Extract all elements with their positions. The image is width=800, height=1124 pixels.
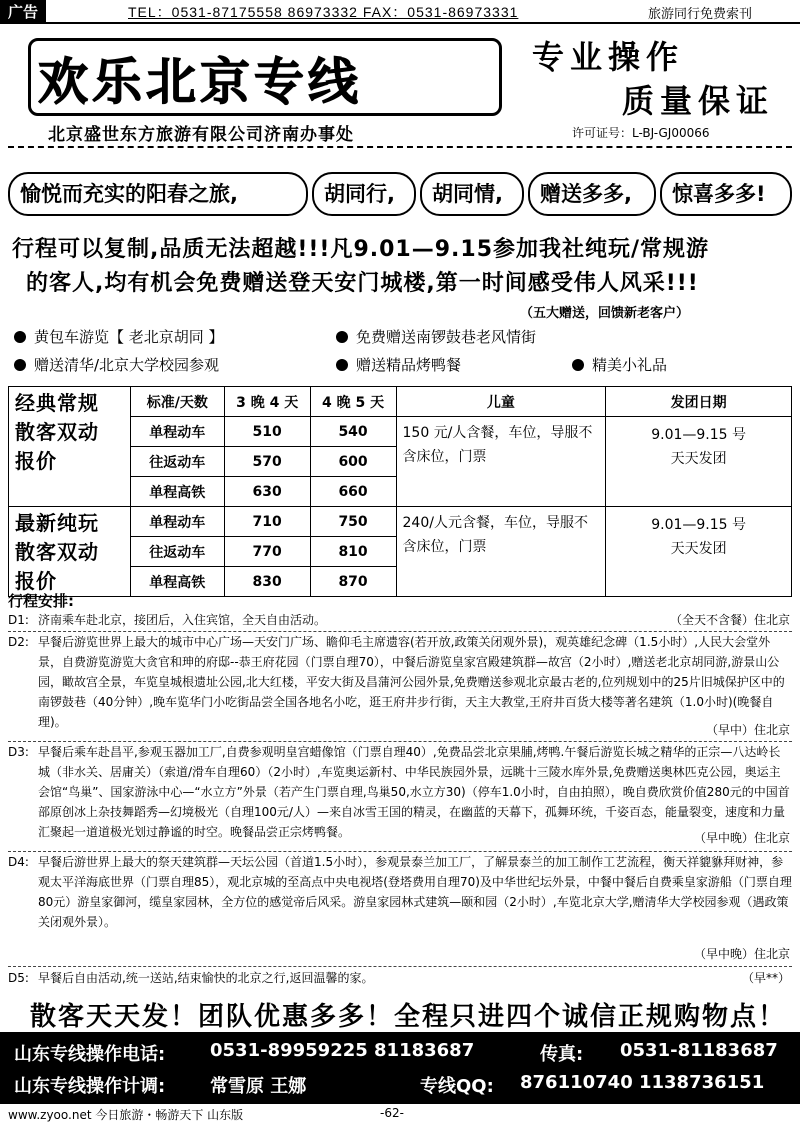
day-meals: （早**） <box>741 971 790 985</box>
day-label: D1: <box>8 613 29 627</box>
phone-value: 0531-89959225 81183687 <box>210 1040 475 1061</box>
day-meals: （全天不含餐）住北京 <box>669 613 790 627</box>
slogan-quality: 质量保证 <box>622 82 775 120</box>
page-number: -62- <box>380 1106 404 1120</box>
day-text: 早餐后游世界上最大的祭天建筑群—天坛公园（首道1.5小时），参观景泰兰加工厂，了解景泰兰的加工制作工艺流程，衡天祥貔貅拜财神，参观太平洋海底世界（门票自理85），观北京城的至高点中央电视塔(登塔费用自理70)及中华世纪坛外景，中餐中餐后自费乘皇家游船（门票自理80元）游皇家御河，缆皇家园林，全方位的感觉帝后风采。游皇家园林式建筑—颐和园（2小时）,车览北京大学,赠清华大学校园参观（遇政策关闭观外景）。 <box>38 855 792 929</box>
coordinator-label: 山东专线操作计调: <box>14 1076 166 1097</box>
page-title: 欢乐北京专线 <box>38 53 362 111</box>
price-cell: 810 <box>310 537 396 567</box>
transport-type: 单程高铁 <box>130 567 224 597</box>
transport-type: 往返动车 <box>130 537 224 567</box>
promo-line-1: 行程可以复制,品质无法超越!!!凡9.01—9.15参加我社纯玩/常规游 <box>12 237 710 262</box>
fax-label: 传真: <box>540 1044 584 1065</box>
day-meals: （早中晚）住北京 <box>693 947 790 961</box>
price-cell: 570 <box>224 447 310 477</box>
departure-dates: 9.01—9.15 号 天天发团 <box>606 507 792 597</box>
header-right-label: 旅游同行免费索刊 <box>648 7 753 22</box>
group-label: 经典常规 散客双动 报价 <box>9 387 131 507</box>
promo-line-2: 的客人,均有机会免费赠送登天安门城楼,第一时间感受伟人风采!!! <box>26 271 699 296</box>
transport-type: 单程动车 <box>130 417 224 447</box>
qq-label: 专线QQ: <box>420 1076 494 1097</box>
price-cell: 830 <box>224 567 310 597</box>
banner-item: 胡同行, <box>312 172 416 216</box>
banner-item: 胡同情, <box>420 172 524 216</box>
departure-dates: 9.01—9.15 号 天天发团 <box>606 417 792 507</box>
day-label: D3: <box>8 745 29 759</box>
bullet-icon <box>14 359 26 371</box>
gift-item: 赠送清华/北京大学校园参观 <box>14 354 219 375</box>
itinerary-day <box>8 610 792 630</box>
header-contact: TEL：0531-87175558 86973332 FAX：0531-86973331 <box>128 4 519 20</box>
banner <box>8 172 792 220</box>
column-header: 标准/天数 <box>130 387 224 417</box>
license-number: 许可证号：L-BJ-GJ00066 <box>572 126 710 140</box>
qq-value: 876110740 1138736151 <box>520 1072 765 1093</box>
day-meals: （早中晚）住北京 <box>693 831 790 845</box>
company-name: 北京盛世东方旅游有限公司济南办事处 <box>48 125 354 145</box>
gift-item: 赠送精品烤鸭餐 <box>336 354 461 375</box>
divider <box>8 146 792 148</box>
column-header: 4 晚 5 天 <box>310 387 396 417</box>
table-row <box>9 507 792 537</box>
phone-label: 山东专线操作电话: <box>14 1044 166 1065</box>
itinerary-day <box>8 632 792 740</box>
day-label: D4: <box>8 855 29 869</box>
column-header: 儿童 <box>396 387 606 417</box>
day-meals: （早中）住北京 <box>705 723 790 737</box>
day-text: 早餐后自由活动,统一送站,结束愉快的北京之行,返回温馨的家。 <box>38 971 374 985</box>
itinerary-title: 行程安排: <box>8 592 74 610</box>
itinerary-day <box>8 852 792 964</box>
day-text: 早餐后游览世界上最大的城市中心广场—天安门广场、瞻仰毛主席遗容(若开放,政策关闭观外景)，观英雄纪念碑（1.5小时）,人民大会堂外景，自费游览游览大贪官和珅的府邸--恭王府花园（门票自理70），中餐后游览皇家宫殿建筑群—故宫（2小时）,赠送老北京胡同游,游景山公园，瞰故宫全景，车览皇城根遗址公园,北大红楼，平安大街及昌蒲河公园外景,免费赠送参观北京最古老的,位列规划中的25片旧城保护区中的南锣鼓巷（40分钟）,晚车览华门小吃街品尝全国各地名小吃，逛王府井步行街，天主大教堂,王府井百货大楼等著名建筑（1.0小时)(晚餐自理)。 <box>38 635 785 729</box>
contact-bar <box>0 1032 800 1104</box>
transport-type: 单程动车 <box>130 507 224 537</box>
price-cell: 660 <box>310 477 396 507</box>
price-table <box>8 386 792 597</box>
table-header-row <box>9 387 792 417</box>
bullet-icon <box>14 331 26 343</box>
price-cell: 750 <box>310 507 396 537</box>
day-label: D5: <box>8 971 29 985</box>
price-cell: 770 <box>224 537 310 567</box>
slogan-professional: 专业操作 <box>532 38 685 76</box>
day-text: 济南乘车赴北京，接团后，入住宾馆，全天自由活动。 <box>38 613 327 627</box>
banner-item: 惊喜多多! <box>660 172 792 216</box>
price-cell: 540 <box>310 417 396 447</box>
bullet-icon <box>572 359 584 371</box>
itinerary-day <box>8 742 792 848</box>
divider <box>8 966 792 967</box>
bullet-icon <box>336 359 348 371</box>
gift-item: 黄包车游览【 老北京胡同 】 <box>14 326 224 347</box>
fax-value: 0531-81183687 <box>620 1040 778 1061</box>
banner-item: 赠送多多, <box>528 172 656 216</box>
transport-type: 往返动车 <box>130 447 224 477</box>
price-cell: 510 <box>224 417 310 447</box>
day-text: 早餐后乘车赴昌平,参观玉器加工厂,自费参观明皇宫蜡像馆（门票自理40）,免费品尝北京果脯,烤鸭.午餐后游览长城之精华的正宗—八达岭长城（非水关、居庸关）（索道/滑车自理60）（2小时）,车览奥运新村、中华民族园外景，远眺十三陵水库外景,免费赠送奥林匹克公园，奥运主 会馆“鸟巢”、国家游泳中心—“水立方”外景（若产生门票自理,鸟巢50,水立方30)（停车1.0小时，自由拍照），晚自费欣赏价值280元的中国首部原创冰上杂技舞蹈秀—幻境极光（自理100元/人）—来自冰雪王国的精灵，在幽蓝的天幕下，孤舞环统，千姿百态，能量裂变，速度和力量汇聚起一道道极光划过静谧的时空。晚餐品尝正宗烤鸭餐。 <box>38 745 790 839</box>
price-cell: 600 <box>310 447 396 477</box>
bullet-icon <box>336 331 348 343</box>
day-label: D2: <box>8 635 29 649</box>
child-price: 150 元/人含餐，车位，导服不含床位，门票 <box>396 417 606 507</box>
group-label: 最新纯玩 散客双动 报价 <box>9 507 131 597</box>
column-header: 发团日期 <box>606 387 792 417</box>
price-cell: 870 <box>310 567 396 597</box>
itinerary-day <box>8 968 792 988</box>
footer-slogan: 散客天天发！团队优惠多多！全程只进四个诚信正规购物点！ <box>30 1002 787 1032</box>
site-name: www.zyoo.net 今日旅游・畅游天下 山东版 <box>8 1108 244 1122</box>
column-header: 3 晚 4 天 <box>224 387 310 417</box>
coordinator-value: 常雪原 王娜 <box>210 1076 307 1097</box>
gift-item: 精美小礼品 <box>572 354 667 375</box>
child-price: 240/人元含餐，车位，导服不含床位，门票 <box>396 507 606 597</box>
gift-item: 免费赠送南锣鼓巷老风情街 <box>336 326 536 347</box>
price-cell: 630 <box>224 477 310 507</box>
price-cell: 710 <box>224 507 310 537</box>
banner-item: 愉悦而充实的阳春之旅, <box>8 172 308 216</box>
five-gifts-note: （五大赠送，回馈新老客户） <box>520 306 690 321</box>
ad-badge: 广告 <box>0 0 46 24</box>
footer-line <box>8 1106 792 1123</box>
transport-type: 单程高铁 <box>130 477 224 507</box>
